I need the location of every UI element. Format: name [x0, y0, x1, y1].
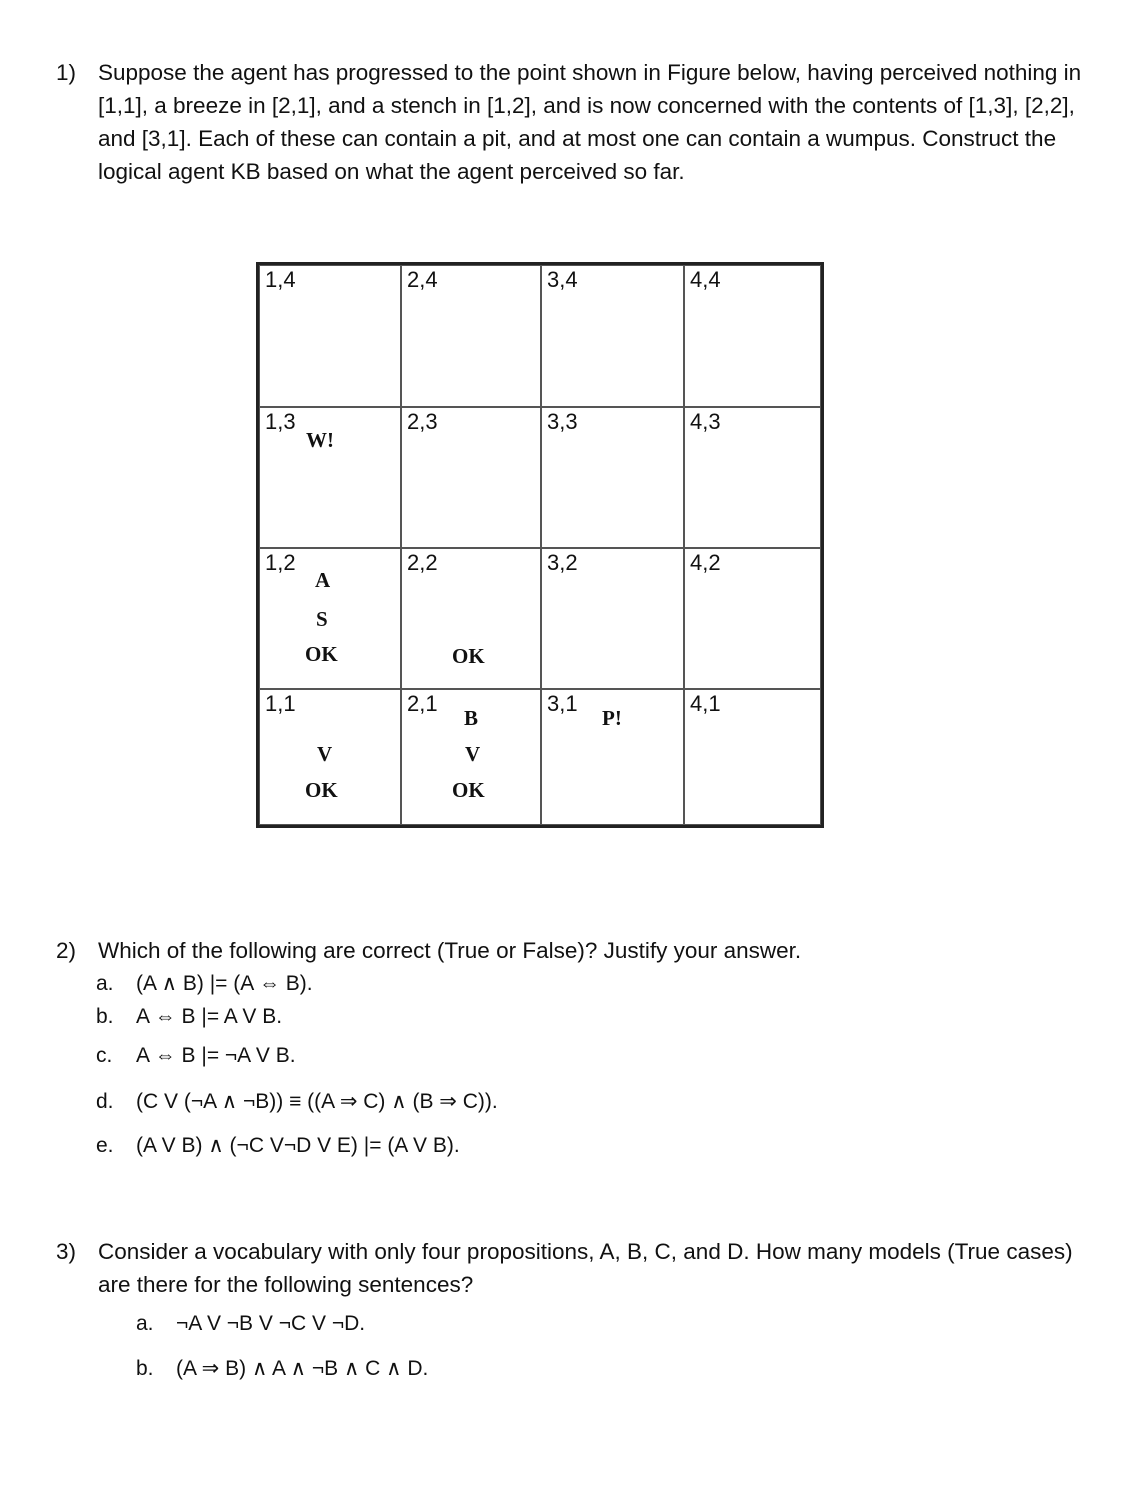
cell-2-1	[401, 689, 541, 825]
cell-2-4	[401, 265, 541, 407]
cell-label: 4,1	[690, 691, 721, 716]
breeze-mark: B	[464, 706, 479, 730]
item-label: e.	[96, 1134, 114, 1157]
item-label: b.	[96, 1005, 114, 1028]
item-label: d.	[96, 1090, 114, 1113]
question-1-text: Suppose the agent has progressed to the point shown in Figure below, having perceived nothing in [1,1], a breeze in [2,1], and a stench in [1,2], and is now concerned with the contents of [1,3], [2,2], and [3,1]. Each of these can contain a pit, and at most one can contain a wumpus. Construct the logical agent KB based on what the agent perceived so far.	[98, 60, 1082, 184]
cell-3-4	[541, 265, 684, 407]
cell-3-1	[541, 689, 684, 825]
item-text: (A V B) ∧ (¬C V¬D V E) |= (A V B).	[136, 1134, 460, 1157]
cell-4-4	[684, 265, 821, 407]
question-3-item-b	[136, 1355, 428, 1383]
cell-label: 1,4	[265, 267, 296, 292]
agent-mark: A	[315, 568, 331, 592]
cell-label: 4,2	[690, 550, 721, 575]
wumpus-grid	[256, 262, 824, 828]
stench-mark: S	[316, 607, 328, 631]
cell-label: 2,2	[407, 550, 438, 575]
cell-2-3	[401, 407, 541, 548]
question-2-text: Which of the following are correct (True or False)? Justify your answer.	[98, 938, 802, 963]
cell-label: 3,2	[547, 550, 578, 575]
cell-label: 1,3	[265, 409, 296, 434]
item-label: c.	[96, 1044, 113, 1067]
cell-1-2	[259, 548, 401, 689]
item-text: (C V (¬A ∧ ¬B)) ≡ ((A ⇒ C) ∧ (B ⇒ C)).	[136, 1090, 498, 1113]
cell-label: 2,1	[407, 691, 438, 716]
question-3-item-a	[136, 1310, 365, 1338]
cell-2-2	[401, 548, 541, 689]
ok-mark: OK	[305, 642, 338, 666]
cell-1-4	[259, 265, 401, 407]
question-3-text: Consider a vocabulary with only four propositions, A, B, C, and D. How many models (True cases) are there for the following sentences?	[98, 1239, 1073, 1297]
item-text: (A ∧ B) |= (A ⇔ B).	[136, 972, 313, 995]
item-label: a.	[96, 972, 114, 995]
cell-label: 4,3	[690, 409, 721, 434]
item-text: A ⇔ B |= ¬A V B.	[136, 1044, 296, 1067]
cell-label: 2,4	[407, 267, 438, 292]
question-2-item-d	[96, 1088, 498, 1116]
cell-4-1	[684, 689, 821, 825]
wumpus-mark: W!	[306, 428, 334, 452]
item-text: ¬A V ¬B V ¬C V ¬D.	[176, 1312, 366, 1335]
cell-label: 3,4	[547, 267, 578, 292]
question-2-item-b	[96, 1003, 282, 1031]
cell-4-2	[684, 548, 821, 689]
question-2-item-c	[96, 1042, 296, 1070]
question-1	[56, 56, 1096, 188]
visited-mark: V	[465, 742, 481, 766]
cell-label: 1,2	[265, 550, 296, 575]
visited-mark: V	[317, 742, 333, 766]
item-label: a.	[136, 1312, 154, 1335]
cell-4-3	[684, 407, 821, 548]
cell-label: 1,1	[265, 691, 296, 716]
cell-3-2	[541, 548, 684, 689]
question-3	[56, 1235, 1096, 1301]
pit-mark: P!	[602, 706, 622, 730]
ok-mark: OK	[452, 778, 485, 802]
cell-label: 2,3	[407, 409, 438, 434]
item-text: A ⇔ B |= A V B.	[136, 1005, 283, 1028]
cell-1-1	[259, 689, 401, 825]
cell-label: 4,4	[690, 267, 721, 292]
item-text: (A ⇒ B) ∧ A ∧ ¬B ∧ C ∧ D.	[176, 1357, 429, 1380]
question-2	[56, 934, 1096, 967]
question-2-item-e	[96, 1132, 460, 1160]
cell-1-3	[259, 407, 401, 548]
item-label: b.	[136, 1357, 154, 1380]
question-2-item-a	[96, 970, 313, 998]
cell-label: 3,1	[547, 691, 578, 716]
cell-3-3	[541, 407, 684, 548]
cell-label: 3,3	[547, 409, 578, 434]
ok-mark: OK	[452, 644, 485, 668]
ok-mark: OK	[305, 778, 338, 802]
question-2-number: 2)	[56, 938, 77, 963]
question-3-number: 3)	[56, 1239, 77, 1264]
question-1-number: 1)	[56, 60, 77, 85]
